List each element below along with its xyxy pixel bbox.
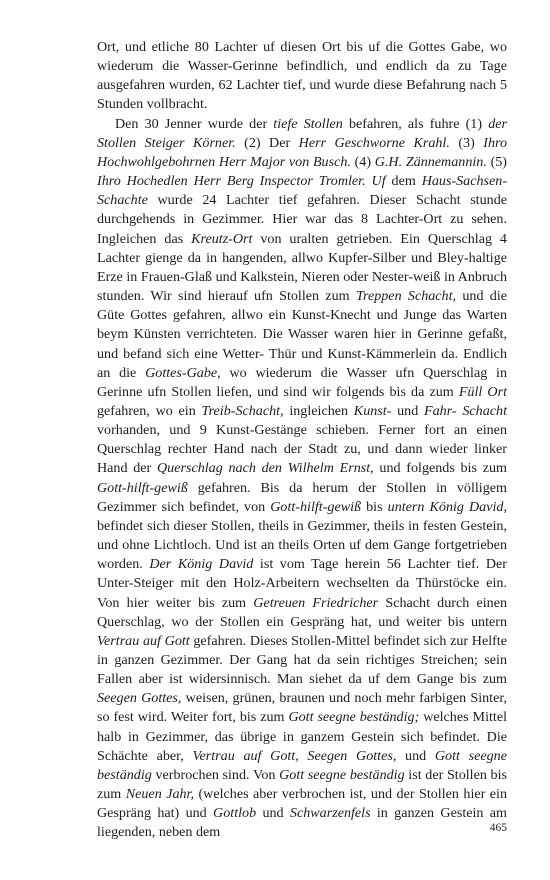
- text-run: wo wiederum die Wasser ufn Querschlag in Gerinne ufn Stollen liefen, und sind wir folgends bis da zum: [97, 364, 507, 400]
- italic-text: Getreuen Friedricher: [253, 594, 379, 611]
- text-run: ingleichen: [283, 402, 354, 419]
- text-run: und: [256, 805, 290, 822]
- text-run: befindet sich dieser Stollen, theils in Gezimmer, theils in festen Gestein, und ohne Lichtloch. Und ist an theils Orten uf dem Gange fortgetrieben worden.: [97, 517, 507, 573]
- italic-text: Treib-Schacht,: [201, 402, 284, 419]
- text-run: und: [396, 747, 435, 764]
- italic-text: Der König David: [149, 556, 254, 573]
- text-run: wurde 24 Lachter tief gefahren. Dieser Schacht stunde durchgehends in Gezimmer. Hier war das 8 Lachter-Ort zu sehen. Ingleichen das: [97, 192, 507, 247]
- page-body: [97, 38, 507, 843]
- text-run: ist vom Tage herein 56 Lachter tief. Der Unter-Steiger mit den Holz-Arbeitern wechselten da Thürstöcke ein. Von hier weiter bis zum: [97, 556, 507, 611]
- text-run: dem: [385, 173, 422, 190]
- italic-text: Seegen Gottes,: [97, 690, 182, 707]
- italic-text: Fahr- Schacht: [424, 402, 507, 419]
- italic-text: Gott-hilft-gewiß: [270, 498, 362, 515]
- text-run: Den 30 Jenner wurde der: [115, 115, 274, 132]
- italic-text: G.H. Zännemannin.: [374, 153, 487, 170]
- text-run: (5): [486, 153, 507, 170]
- text-run: gefahren, wo ein: [97, 402, 202, 419]
- text-run: (welches aber verbrochen ist, und der Stollen hier ein Gespräng hat) und: [97, 786, 507, 822]
- text-run: weisen, grünen, braunen und noch mehr farbigen Sinter, so fest wird. Weiter fort, bis zum: [97, 690, 507, 726]
- italic-text: Herr Geschworne Krahl.: [298, 134, 450, 151]
- page-number: 465: [489, 822, 507, 834]
- italic-text: der Stollen Steiger Körner.: [97, 115, 507, 151]
- italic-text: Schwarzenfels: [289, 805, 371, 822]
- italic-text: Vertrau auf Gott, Seegen Gottes,: [192, 747, 397, 764]
- italic-text: untern König David,: [387, 498, 507, 515]
- text-run: und die Güte Gottes gefahren, allwo ein Kunst-Knecht und Junge das Warten beym Künsten verrichteten. Die Wasser waren hier in Gerinne gefaßt, und befand sich eine Wetter- Thür und Kunst-Kämmerlein da. Endlich an die: [97, 288, 507, 381]
- text-run: und: [391, 402, 425, 419]
- italic-text: Haus-Sachsen-Schachte: [97, 173, 508, 209]
- italic-text: Kreutz-Ort: [191, 230, 253, 247]
- text-run: (4): [350, 153, 375, 170]
- text-run: (2) Der: [235, 134, 299, 151]
- text-run: gefahren. Bis da herum der Stollen in völligem Gezimmer sich befindet, von: [97, 479, 507, 515]
- italic-text: Gottes-Gabe,: [145, 364, 221, 381]
- paragraph-1: [97, 38, 507, 115]
- italic-text: tiefe Stollen: [273, 115, 343, 132]
- text-run: in ganzen Gestein am liegenden, neben dem: [97, 805, 508, 841]
- text-run: Schacht durch einen Querschlag, wo der Stollen ein Gespräng hat, und weiter bis untern: [97, 594, 507, 630]
- italic-text: Neuen Jahr,: [125, 786, 195, 803]
- paragraph-2: [97, 115, 507, 843]
- text-run: welches Mittel halb in Gezimmer, das übrige in ganzem Gestein sich befindet. Die Schächte aber,: [97, 709, 507, 764]
- text-run: Ort, und etliche 80 Lachter uf diesen Ort bis uf die Gottes Gabe, wo wiederum die Wasser-Gerinne befindlich, und endlich da zu Tage ausgefahren wurden, 62 Lachter tief, und wurde diese Befahrung nach 5 Stunden vollbracht.: [97, 39, 507, 113]
- italic-text: Gottlob: [213, 805, 257, 822]
- text-run: (3): [449, 134, 484, 151]
- text-run: ist der Stollen bis zum: [97, 766, 507, 803]
- text-run: vorhanden, und 9 Kunst-Gestänge schieben. Ferner fort an einen Querschlag rechter Hand nach der Stadt zu, und dann wieder linker Hand der: [97, 422, 507, 477]
- italic-text: Ihro Hochedlen Herr Berg Inspector Tromler. Uf: [97, 173, 386, 190]
- text-run: befahren, als fuhre (1): [342, 115, 489, 132]
- italic-text: Vertrau auf Gott: [97, 632, 190, 649]
- text-run: von uralten getrieben. Ein Querschlag 4 Lachter gienge da in hangenden, allwo Kupfer-Silber und Bley-haltige Erze in Frauen-Glaß und Kalkstein, Nieren oder Nester-weiß in Anbruch stunden. Wir sind hierauf ufn Stollen zum: [97, 230, 507, 305]
- text-run: bis: [361, 498, 388, 515]
- italic-text: Gott seegne beständig: [279, 766, 405, 783]
- italic-text: Kunst-: [353, 402, 392, 419]
- italic-text: Gott seegne beständig;: [288, 709, 420, 726]
- italic-text: Treppen Schacht,: [355, 288, 457, 305]
- italic-text: Gott-hilft-gewiß: [97, 479, 188, 496]
- italic-text: Gott seegne beständig: [97, 747, 507, 783]
- italic-text: Querschlag nach den Wilhelm Ernst,: [157, 460, 374, 477]
- italic-text: Füll Ort: [458, 383, 507, 400]
- text-run: und folgends bis zum: [373, 460, 508, 477]
- text-run: verbrochen sind. Von: [151, 766, 280, 783]
- italic-text: Ihro Hochwohlgebohrnen Herr Major von Busch.: [97, 134, 507, 170]
- text-run: gefahren. Dieses Stollen-Mittel befindet sich zur Helfte in ganzen Gezimmer. Der Gang hat da sein richtiges Streichen; sein Fallen aber ist widersinnisch. Man siehet da uf dem Gange bis zum: [97, 632, 507, 688]
